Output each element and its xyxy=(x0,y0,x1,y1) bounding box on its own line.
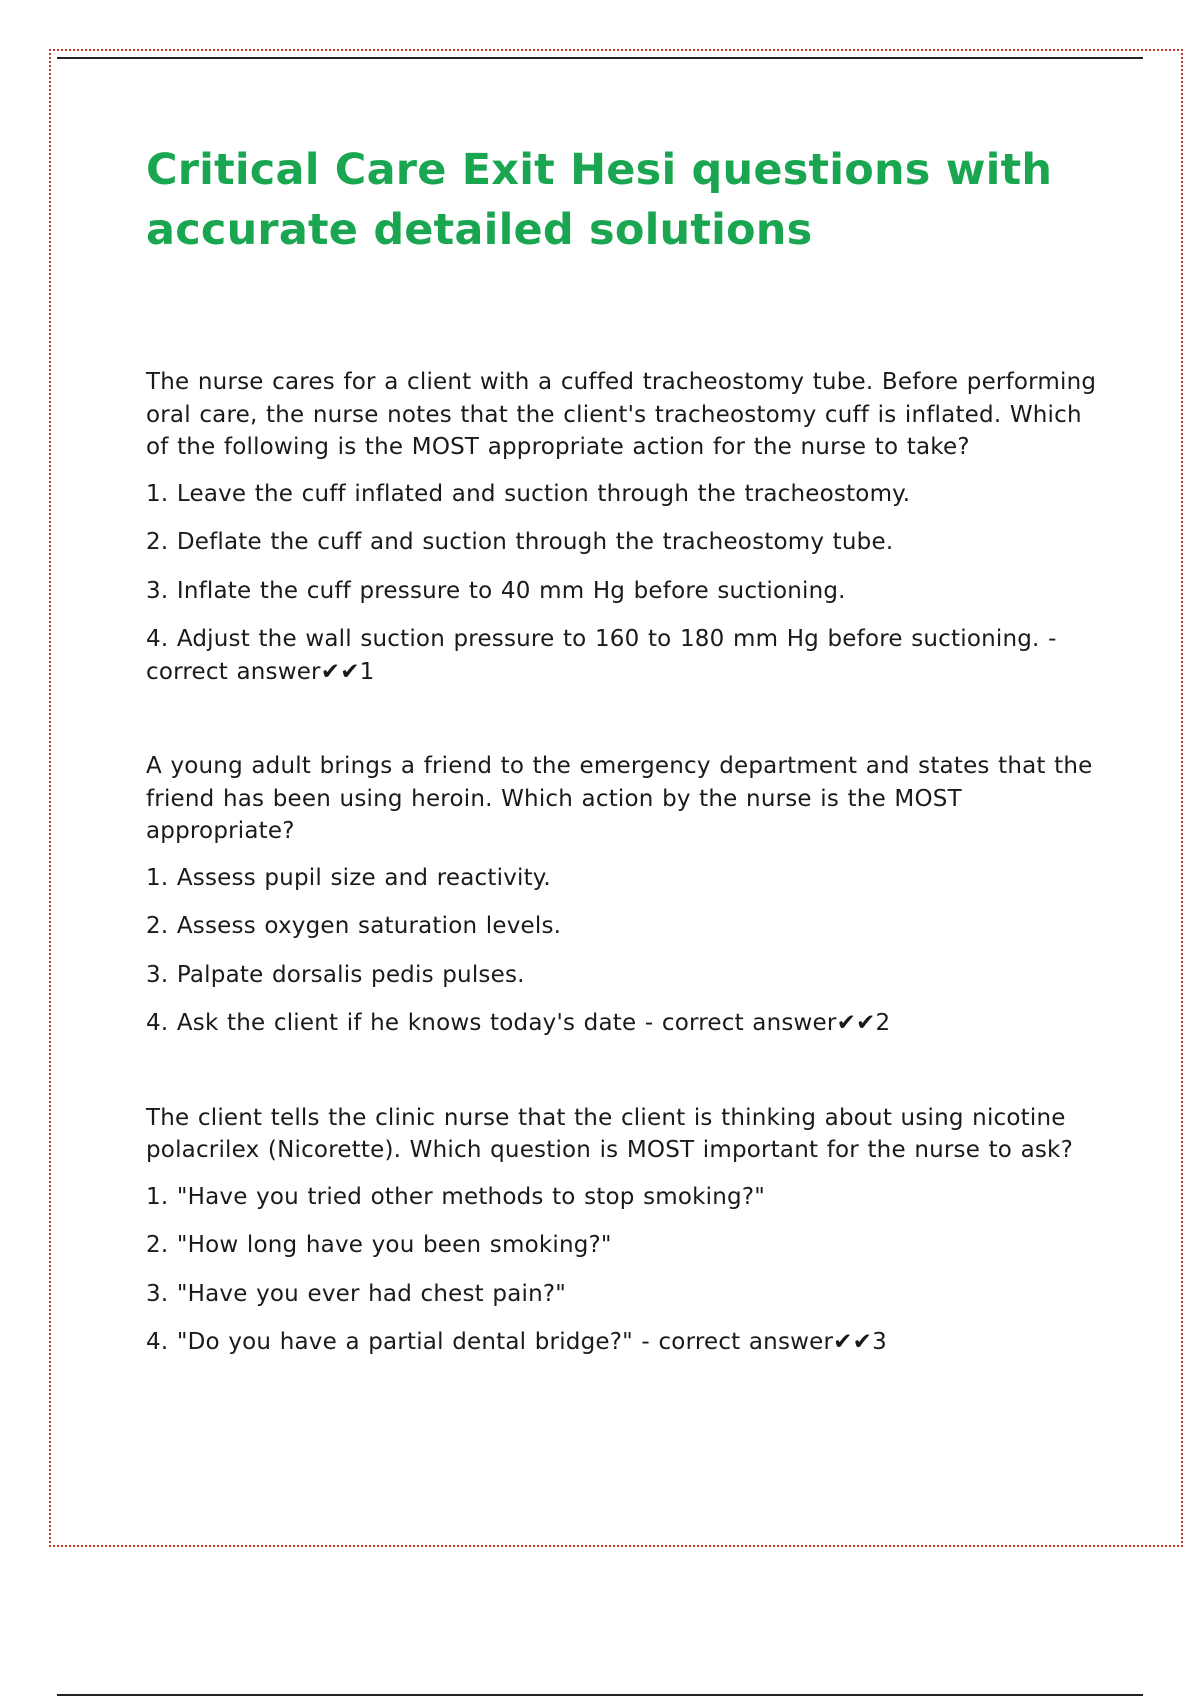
header-rule xyxy=(57,57,1143,59)
footer-rule xyxy=(57,1694,1143,1696)
question-2 xyxy=(146,750,1106,1040)
question-stem: A young adult brings a friend to the emergency department and states that the friend has been using heroin. Which action by the nurse is the MOST appropriate? xyxy=(146,753,1093,844)
question-list xyxy=(146,366,1106,1359)
answer-option: 3. Palpate dorsalis pedis pulses. xyxy=(146,961,525,988)
question-3 xyxy=(146,1102,1106,1359)
answer-option: 2. "How long have you been smoking?" xyxy=(146,1232,612,1258)
answer-option: 1. "Have you tried other methods to stop smoking?" xyxy=(146,1183,766,1210)
document-title: Critical Care Exit Hesi questions with accurate detailed solutions xyxy=(146,145,1053,255)
answer-option: 2. Deflate the cuff and suction through the tracheostomy tube. xyxy=(146,529,894,555)
question-stem: The nurse cares for a client with a cuffed tracheostomy tube. Before performing oral care, the nurse notes that the client's tracheostomy cuff is inflated. Which of the following is the MOST appropriate action for the nurse to take? xyxy=(146,369,1097,460)
answer-option: 1. Leave the cuff inflated and suction through the tracheostomy. xyxy=(146,480,911,507)
answer-option: 3. Inflate the cuff pressure to 40 mm Hg before suctioning. xyxy=(146,577,846,604)
answer-option: 1. Assess pupil size and reactivity. xyxy=(146,864,551,891)
question-1 xyxy=(146,366,1106,688)
answer-option-correct: 4. Ask the client if he knows today's date - correct answer✔✔2 xyxy=(146,1010,891,1036)
question-stem: The client tells the clinic nurse that the client is thinking about using nicotine polacrilex (Nicorette). Which question is MOST important for the nurse to ask? xyxy=(146,1104,1073,1163)
document-body xyxy=(146,140,1106,1421)
answer-option: 3. "Have you ever had chest pain?" xyxy=(146,1280,567,1307)
answer-option: 2. Assess oxygen saturation levels. xyxy=(146,913,562,939)
answer-option-correct: 4. Adjust the wall suction pressure to 160 to 180 mm Hg before suctioning. - correct answer✔✔1 xyxy=(146,626,1057,685)
answer-option-correct: 4. "Do you have a partial dental bridge?" - correct answer✔✔3 xyxy=(146,1329,887,1355)
